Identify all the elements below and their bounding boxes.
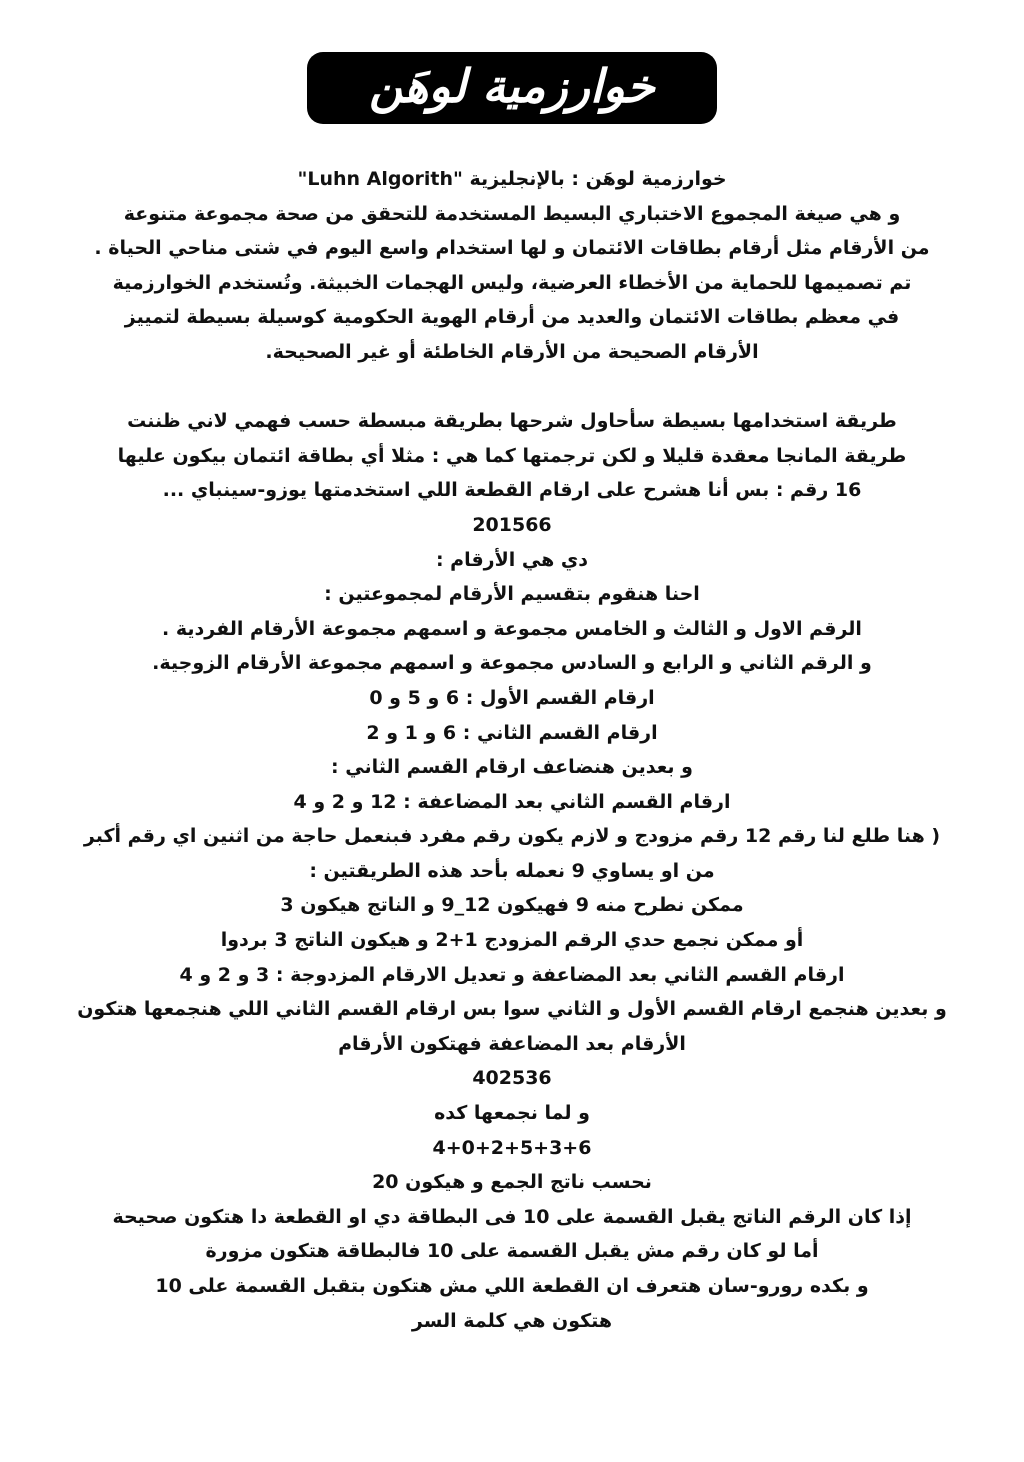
body-line: ممكن نطرح منه 9 فهيكون 12_9 و الناتج هيكون 3 [280, 894, 744, 917]
body-line: طريقة المانجا معقدة قليلا و لكن ترجمتها كما هي : مثلا أي بطاقة ائتمان بيكون عليها [117, 444, 907, 467]
body-line: و بكده رورو-سان هتعرف ان القطعة اللي مش هتكون بتقبل القسمة على 10 [155, 1275, 869, 1297]
body-line: من الأرقام مثل أرقام بطاقات الائتمان و لها استخدام واسع اليوم في شتى مناحي الحياة . [94, 237, 930, 260]
body-line: احنا هنقوم بتقسيم الأرقام لمجموعتين : [324, 583, 700, 606]
body-line: ارقام القسم الثاني بعد المضاعفة : 12 و 2 و 4 [293, 790, 731, 813]
body-line: طريقة استخدامها بسيطة سأحاول شرحها بطريقة مبسطة حسب فهمي لاني ظننت [127, 410, 897, 433]
body-line: دي هي الأرقام : [435, 548, 589, 571]
article-body [40, 162, 984, 1338]
body-line: ارقام القسم الثاني : 6 و 1 و 2 [366, 721, 658, 744]
body-line: 16 رقم : بس أنا هشرح على ارقام القطعة اللي استخدمتها يوزو-سينباي ... [162, 479, 862, 502]
body-line: الأرقام بعد المضاعفة فهتكون الأرقام [338, 1032, 686, 1055]
sum-expression: 4+0+2+5+3+6 [432, 1136, 592, 1159]
body-line: ( هنا طلع لنا رقم 12 رقم مزودج و لازم يكون رقم مفرد فبنعمل حاجة من اثنين اي رقم أكبر [83, 825, 941, 848]
body-line: و الرقم الثاني و الرابع و السادس مجموعة و اسمهم مجموعة الأرقام الزوجية. [152, 652, 872, 675]
body-line: نحسب ناتج الجمع و هيكون 20 [372, 1171, 652, 1194]
body-line: ارقام القسم الأول : 6 و 5 و 0 [369, 686, 655, 709]
body-line: أما لو كان رقم مش يقبل القسمة على 10 فالبطاقة هتكون مزورة [205, 1240, 819, 1263]
title-banner-wrap [0, 52, 1024, 124]
body-line: و هي صيغة المجموع الاختباري البسيط المستخدمة للتحقق من صحة مجموعة متنوعة [123, 202, 901, 225]
body-line: في معظم بطاقات الائتمان والعديد من أرقام الهوية الحكومية كوسيلة بسيطة لتمييز [124, 306, 900, 329]
body-line: و لما نجمعها كده [434, 1102, 590, 1125]
body-line: من او يساوي 9 نعمله بأحد هذه الطريقتين : [309, 859, 715, 882]
body-line: و بعدين هنجمع ارقام القسم الأول و الثاني سوا بس ارقام القسم الثاني اللي هنجمعها هتكون [77, 998, 947, 1021]
page-title: خوارزمية لوهَن [307, 52, 717, 124]
body-line: إذا كان الرقم الناتج يقبل القسمة على 10 فى البطاقة دي او القطعة دا هتكون صحيحة [112, 1205, 912, 1228]
body-line: هتكون هي كلمة السر [411, 1309, 613, 1332]
intro-line: خوارزمية لوهَن : بالإنجليزية "Luhn Algorith" [297, 168, 727, 190]
body-line: و بعدين هنضاعف ارقام القسم الثاني : [331, 756, 693, 779]
body-line: أو ممكن نجمع حدي الرقم المزودج 1+2 و هيكون الناتج 3 بردوا [220, 929, 804, 952]
body-line: تم تصميمها للحماية من الأخطاء العرضية، وليس الهجمات الخبيثة. وتُستخدم الخوارزمية [112, 271, 912, 294]
number-line: 201566 [472, 513, 552, 536]
body-line: ارقام القسم الثاني بعد المضاعفة و تعديل الارقام المزدوجة : 3 و 2 و 4 [179, 963, 845, 986]
body-line: الرقم الاول و الثالث و الخامس مجموعة و اسمهم مجموعة الأرقام الفردية . [162, 617, 862, 640]
body-line: الأرقام الصحيحة من الأرقام الخاطئة أو غير الصحيحة. [265, 340, 759, 363]
number-line: 402536 [472, 1067, 552, 1090]
paragraph-gap [40, 370, 984, 405]
